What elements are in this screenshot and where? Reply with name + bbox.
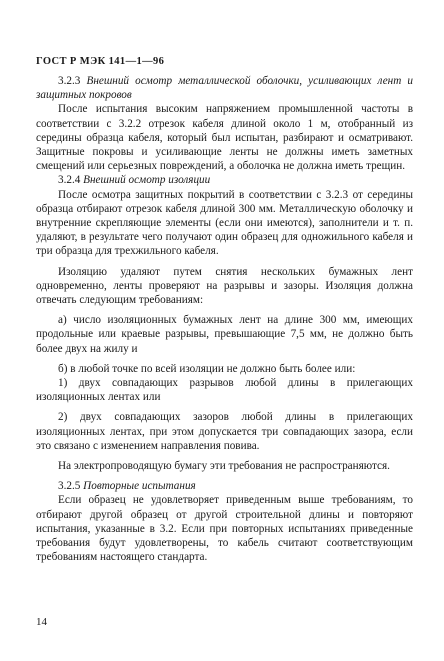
section-number: 3.2.5 bbox=[58, 480, 81, 493]
list-item: а) число изоляционных бумажных лент на длине 300 мм, имеющих продольные или краевые разрывы, превышающие 7,5 мм, не должно быть более двух на жилу и bbox=[36, 314, 413, 355]
paragraph: На электропроводящую бумагу эти требования не распространяются. bbox=[58, 460, 390, 473]
section-title: Внешний осмотр изоляции bbox=[83, 174, 211, 187]
section-number: 3.2.3 bbox=[58, 75, 81, 87]
section-number: 3.2.4 bbox=[58, 174, 81, 187]
paragraph: После осмотра защитных покрытий в соответствии с 3.2.3 от середины образца отбирают отрезок кабеля длиной 300 мм. Металлическую оболочку и внутренние скрепляющие элементы (если они имеются), заполнители и т. п. удаляют, в результате чего получают один образец для одножильного кабеля и три образца для трехжильного кабеля. bbox=[36, 188, 413, 258]
page-number: 14 bbox=[36, 616, 47, 628]
document-body bbox=[36, 74, 413, 565]
paragraph: После испытания высоким напряжением промышленной частоты в соответствии с 3.2.2 отрезок кабеля длиной около 1 м, отобранный из середины образца кабеля, который был испытан, разбирают и осматривают. Защитные покровы и усиливающие ленты не должны иметь заметных смещений или серьезных повреждений, а оболочка не должна иметь трещин. bbox=[36, 103, 413, 173]
section-title: Внешний осмотр металлической оболочки, усиливающих лент и защитных покровов bbox=[36, 75, 413, 102]
list-item: 2) двух совпадающих зазоров любой длины в прилегающих изоляционных лентах, при этом допускается три совпадающих зазора, если это связано с изменением направления повива. bbox=[36, 411, 413, 452]
section-heading bbox=[36, 74, 413, 102]
section-heading bbox=[36, 479, 413, 493]
paragraph: Изоляцию удаляют путем снятия нескольких бумажных лент одновременно, ленты проверяют на разрывы и зазоры. Изоляция должна отвечать следующим требованиям: bbox=[36, 265, 413, 307]
document-header: ГОСТ Р МЭК 141—1—96 bbox=[36, 56, 165, 67]
section-title: Повторные испытания bbox=[83, 480, 196, 493]
paragraph: Если образец не удовлетворяет приведенным выше требованиям, то отбирают другой образец от другой строительной длины и повторяют испытания, указанные в 3.2. Если при повторных испытаниях приведенные требования будут удовлетворены, то кабель считают соответствующим требованиям настоящего стандарта. bbox=[36, 494, 413, 564]
list-item: б) в любой точке по всей изоляции не должно быть более или: bbox=[58, 362, 356, 375]
section-heading bbox=[36, 173, 413, 187]
list-item: 1) двух совпадающих разрывов любой длины в прилегающих изоляционных лентах или bbox=[36, 377, 413, 404]
